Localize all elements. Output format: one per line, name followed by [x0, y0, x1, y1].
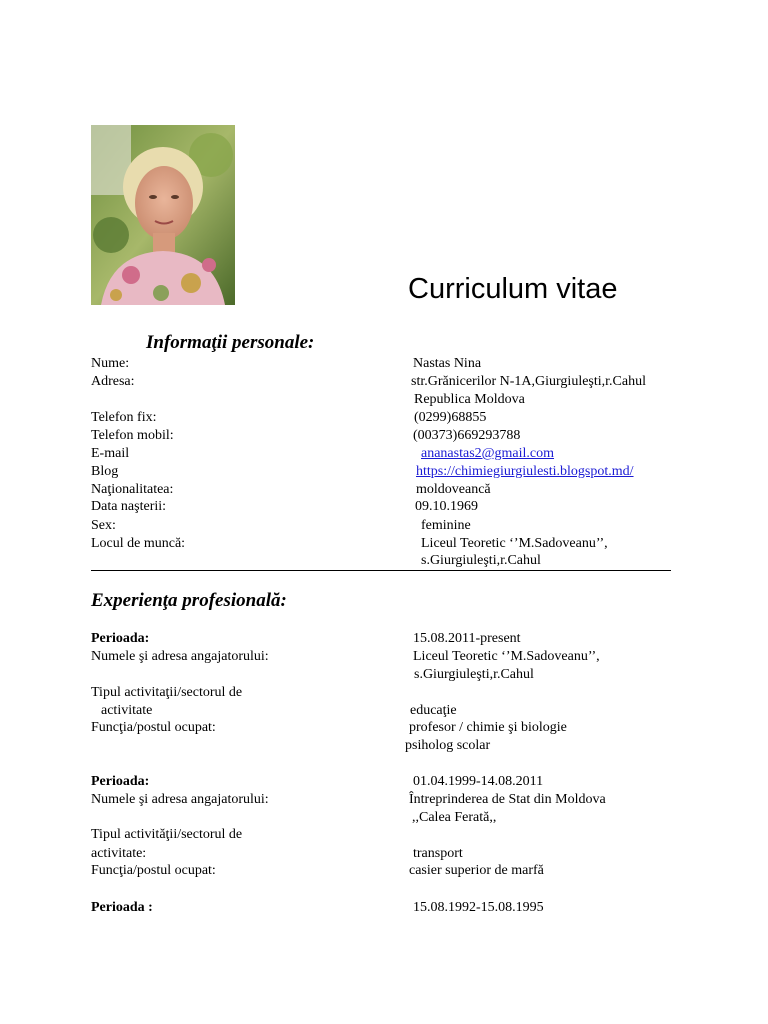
phone-fixed-value: (0299)68855 [414, 410, 487, 425]
job2-position-label: Funcţia/postul ocupat: [91, 863, 216, 878]
birthdate-label: Data naşterii: [91, 499, 167, 514]
job1-activity-label-line1: Tipul activitaţii/sectorul de [91, 685, 243, 700]
job2-employer-label: Numele şi adresa angajatorului: [91, 792, 269, 807]
job2-period-value: 01.04.1999-14.08.2011 [413, 774, 544, 789]
email-label: E-mail [91, 446, 130, 461]
job1-activity-label-line2: activitate [101, 703, 153, 718]
section-heading-experience: Experienţa profesională: [91, 590, 287, 611]
document-title: Curriculum vitae [408, 273, 618, 305]
job2-activity-label-line1: Tipul activităţii/sectorul de [91, 827, 243, 842]
job2-position-line1: casier superior de marfă [409, 863, 544, 878]
name-label: Nume: [91, 356, 130, 371]
job1-period-value: 15.08.2011-present [413, 631, 521, 646]
workplace-value-line2: s.Giurgiuleşti,r.Cahul [421, 553, 541, 568]
job1-position-line2: psiholog scolar [405, 738, 491, 753]
job2-activity-label-line2: activitate: [91, 846, 147, 861]
job1-employer-line2: s.Giurgiuleşti,r.Cahul [414, 667, 534, 682]
sex-label: Sex: [91, 518, 116, 533]
job1-activity-value: educaţie [410, 703, 457, 718]
nationality-label: Naţionalitatea: [91, 482, 174, 497]
job1-period-label: Perioada: [91, 631, 150, 646]
address-label: Adresa: [91, 374, 135, 389]
job1-position-label: Funcţia/postul ocupat: [91, 720, 216, 735]
nationality-value: moldoveancă [416, 482, 491, 497]
blog-link[interactable]: https://chimiegiurgiulesti.blogspot.md/ [416, 464, 634, 479]
job1-employer-label: Numele şi adresa angajatorului: [91, 649, 269, 664]
birthdate-value: 09.10.1969 [415, 499, 478, 514]
name-value: Nastas Nina [413, 356, 482, 371]
blog-label: Blog [91, 464, 119, 479]
workplace-label: Locul de muncă: [91, 536, 186, 551]
job2-employer-line1: Întreprinderea de Stat din Moldova [409, 792, 606, 807]
workplace-value-line1: Liceul Teoretic ‘’M.Sadoveanu’’, [421, 536, 608, 551]
job2-employer-line2: ,,Calea Ferată,, [412, 810, 497, 825]
job3-period-label: Perioada : [91, 900, 153, 915]
phone-mobile-label: Telefon mobil: [91, 428, 174, 443]
address-value-line1: str.Grănicerilor N-1A,Giurgiuleşti,r.Cahul [411, 374, 646, 389]
section-heading-personal: Informaţii personale: [146, 332, 315, 353]
profile-photo [91, 125, 235, 305]
section-divider [91, 570, 671, 571]
job2-activity-value: transport [413, 846, 463, 861]
job3-period-value: 15.08.1992-15.08.1995 [413, 900, 544, 915]
sex-value: feminine [421, 518, 471, 533]
job2-period-label: Perioada: [91, 774, 150, 789]
phone-fixed-label: Telefon fix: [91, 410, 157, 425]
email-link[interactable]: ananastas2@gmail.com [421, 446, 555, 461]
job1-employer-line1: Liceul Teoretic ‘’M.Sadoveanu’’, [413, 649, 600, 664]
phone-mobile-value: (00373)669293788 [413, 428, 521, 443]
job1-position-line1: profesor / chimie şi biologie [409, 720, 567, 735]
address-value-line2: Republica Moldova [414, 392, 525, 407]
